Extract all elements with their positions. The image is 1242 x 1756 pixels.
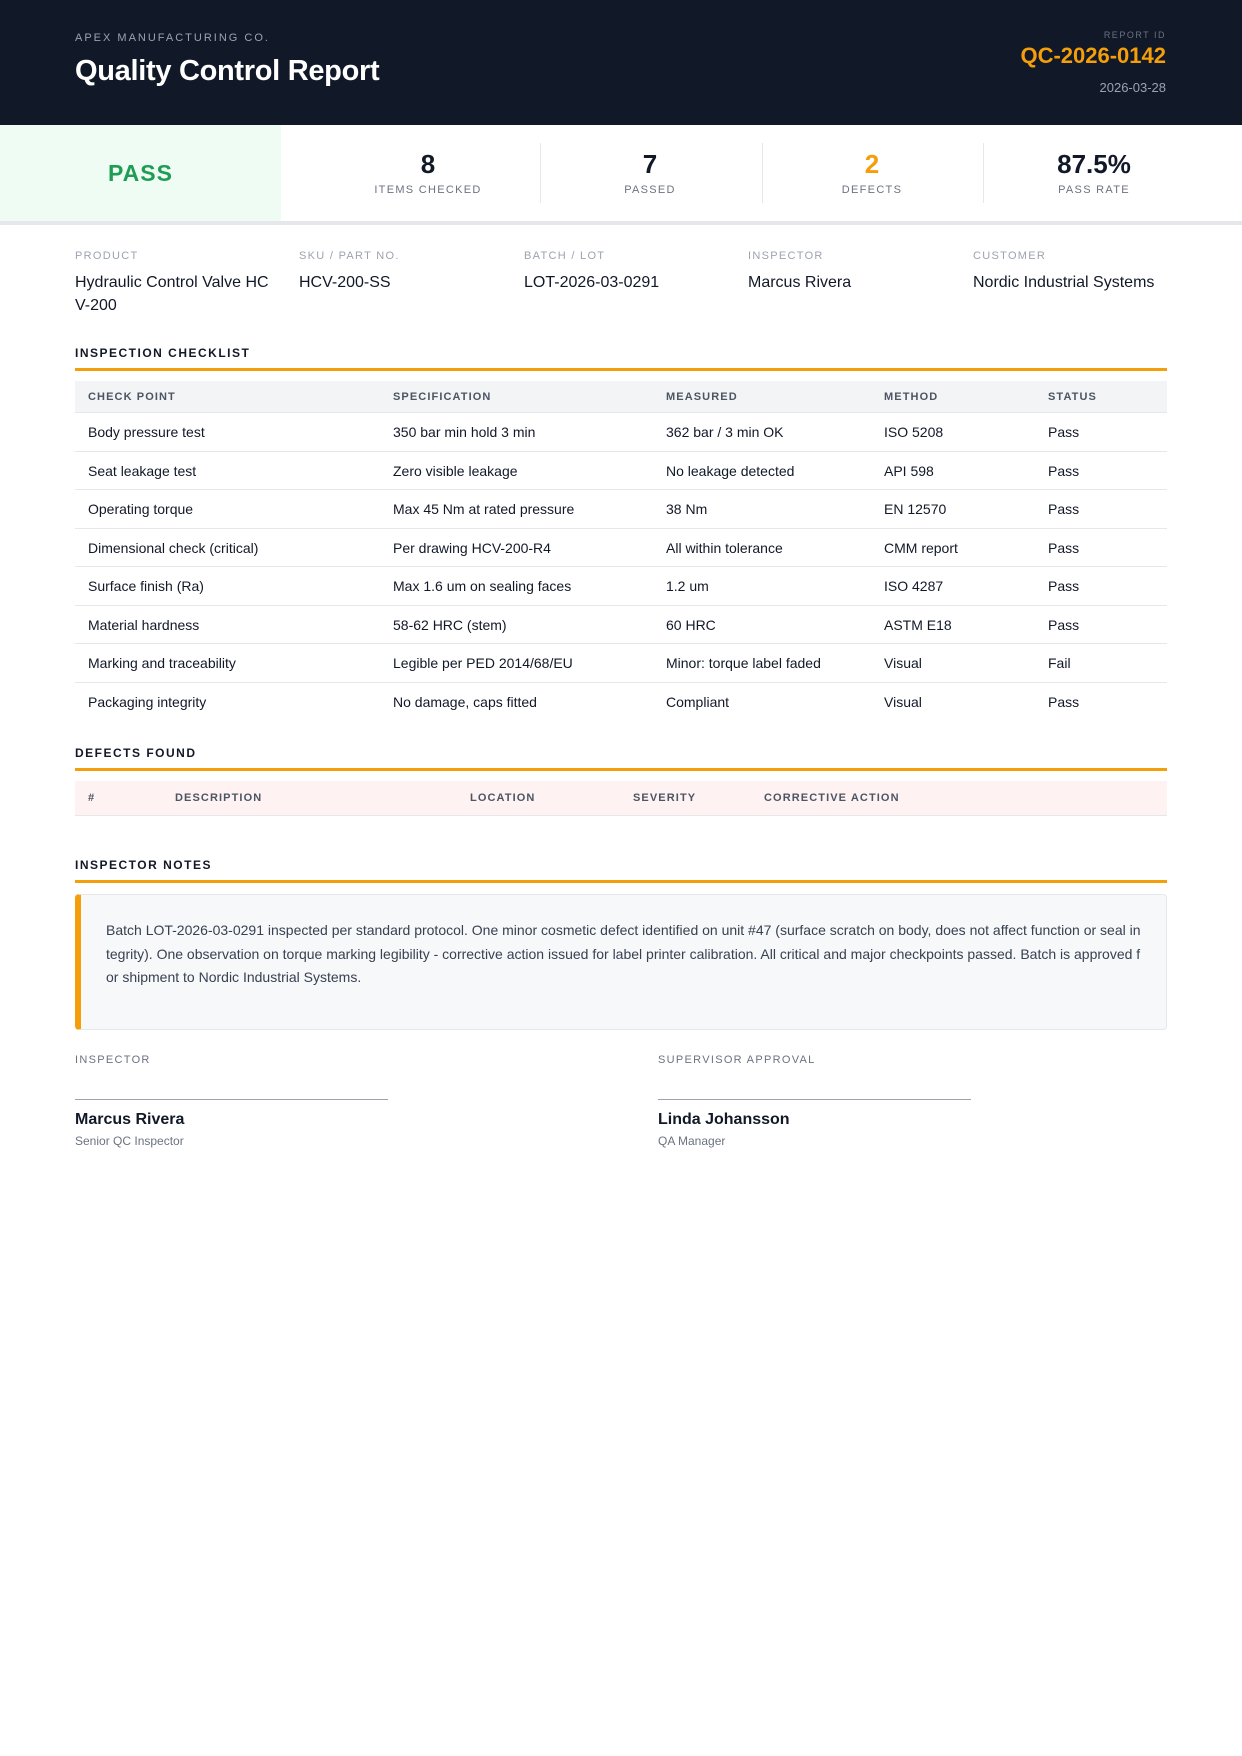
table-cell: 1.2 um [666, 578, 709, 594]
stat-passed [540, 143, 760, 203]
stat-value: 2 [864, 149, 880, 179]
table-cell: Body pressure test [88, 424, 205, 440]
table-cell: All within tolerance [666, 539, 783, 556]
signature-name: Linda Johansson [658, 1111, 790, 1128]
table-row [75, 452, 1167, 491]
table-cell: Dimensional check (critical) [88, 539, 259, 556]
verdict-text: PASS [108, 159, 173, 186]
section-accent-bar [75, 880, 1167, 883]
stat-value: 7 [642, 149, 658, 179]
table-cell: 350 bar min hold 3 min [393, 424, 536, 440]
table-cell: Packaging integrity [88, 693, 207, 710]
table-cell: 362 bar / 3 min OK [666, 424, 784, 440]
notes-text: Batch LOT-2026-03-0291 inspected per standard protocol. One minor cosmetic defect identified on unit #47 (surface scratch on body, does not affect function or seal integrity). One observation on torque marking legibility - corrective action issued for label printer calibration. All critical and major checkpoints passed. Batch is approved for shipment to Nordic Industrial Systems. [106, 922, 1141, 985]
info-label: CUSTOMER [973, 250, 1047, 262]
status-cell: Pass [1048, 501, 1080, 517]
status-cell: Pass [1048, 616, 1080, 633]
table-row [75, 644, 1167, 683]
section-accent-bar [75, 368, 1167, 371]
signature-label: SUPERVISOR APPROVAL [658, 1054, 816, 1066]
section-title: DEFECTS FOUND [75, 746, 197, 760]
signature-label: INSPECTOR [75, 1054, 151, 1066]
table-cell: Max 45 Nm at rated pressure [393, 501, 575, 517]
info-label: SKU / PART NO. [299, 250, 400, 262]
summary-band [0, 125, 1242, 222]
table-cell: Marking and traceability [88, 655, 236, 671]
signature-name: Marcus Rivera [75, 1111, 185, 1128]
signature-line [75, 1099, 388, 1100]
info-product [75, 250, 275, 317]
section-notes [75, 858, 1167, 883]
table-cell: Seat leakage test [88, 462, 197, 479]
column-header: DESCRIPTION [175, 792, 263, 804]
table-cell: ASTM E18 [884, 616, 952, 633]
signature-role: Senior QC Inspector [75, 1134, 184, 1148]
info-value: Hydraulic Control Valve HCV-200 [75, 274, 269, 314]
table-cell: Zero visible leakage [393, 462, 518, 479]
column-header: STATUS [1048, 391, 1097, 403]
notes-box [75, 894, 1167, 1030]
table-cell: Visual [884, 655, 922, 671]
table-cell: Compliant [666, 693, 730, 710]
table-cell: EN 12570 [884, 501, 947, 517]
section-checklist [75, 346, 1167, 371]
signature-supervisor [658, 1054, 978, 1148]
stat-pass-rate [984, 143, 1204, 203]
stat-label: PASSED [624, 184, 676, 196]
column-header: CHECK POINT [88, 391, 176, 403]
report-header [0, 0, 1242, 125]
status-cell: Pass [1048, 578, 1080, 594]
table-row [75, 529, 1167, 568]
status-cell: Pass [1048, 693, 1080, 710]
stat-items-checked [318, 143, 538, 203]
table-cell: 60 HRC [666, 616, 716, 633]
info-label: PRODUCT [75, 250, 139, 262]
info-sku [299, 250, 499, 294]
summary-divider [0, 221, 1242, 225]
table-cell: Operating torque [88, 501, 194, 517]
section-accent-bar [75, 768, 1167, 771]
info-value: HCV-200-SS [299, 274, 391, 291]
table-cell: Surface finish (Ra) [88, 578, 204, 594]
table-cell: API 598 [884, 462, 934, 479]
table-row [75, 606, 1167, 645]
table-row [75, 490, 1167, 529]
info-value: LOT-2026-03-0291 [524, 274, 660, 291]
report-date: 2026-03-28 [1099, 80, 1166, 95]
status-cell: Pass [1048, 424, 1080, 440]
checklist-table [75, 381, 1167, 721]
table-cell: ISO 4287 [884, 578, 944, 594]
info-inspector [748, 250, 948, 294]
table-row [75, 683, 1167, 722]
verdict-badge [0, 125, 281, 221]
info-batch [524, 250, 724, 294]
signature-role: QA Manager [658, 1134, 726, 1148]
info-value: Marcus Rivera [748, 274, 852, 291]
table-cell: CMM report [884, 539, 958, 556]
info-label: BATCH / LOT [524, 250, 606, 262]
stat-defects [762, 143, 982, 203]
table-header [75, 781, 1167, 816]
table-row [75, 567, 1167, 606]
report-id: QC-2026-0142 [1020, 43, 1166, 68]
table-cell: Per drawing HCV-200-R4 [393, 539, 551, 556]
section-defects [75, 746, 1167, 771]
info-value: Nordic Industrial Systems [973, 274, 1155, 291]
stat-label: PASS RATE [1058, 184, 1130, 196]
report-id-label: REPORT ID [1103, 30, 1166, 40]
table-cell: 38 Nm [666, 501, 708, 517]
table-row [75, 413, 1167, 452]
column-header: LOCATION [470, 792, 536, 804]
column-header: SPECIFICATION [393, 391, 492, 403]
stat-label: DEFECTS [841, 184, 903, 196]
table-cell: No damage, caps fitted [393, 693, 537, 710]
info-label: INSPECTOR [748, 250, 824, 262]
section-title: INSPECTION CHECKLIST [75, 346, 251, 360]
info-customer [973, 250, 1173, 294]
stat-label: ITEMS CHECKED [374, 184, 482, 196]
defects-table [75, 781, 1167, 816]
table-cell: 58-62 HRC (stem) [393, 616, 507, 633]
table-header [75, 381, 1167, 413]
status-cell: Pass [1048, 539, 1080, 556]
status-cell: Fail [1048, 655, 1071, 671]
stat-value: 87.5% [1057, 149, 1131, 179]
signature-line [658, 1099, 971, 1100]
table-cell: Minor: torque label faded [666, 655, 821, 671]
section-title: INSPECTOR NOTES [75, 858, 212, 872]
table-cell: Material hardness [88, 616, 200, 633]
page-title: Quality Control Report [75, 55, 380, 87]
table-cell: No leakage detected [666, 462, 795, 479]
column-header: SEVERITY [633, 792, 697, 804]
column-header: METHOD [884, 391, 939, 403]
table-cell: ISO 5208 [884, 424, 944, 440]
table-cell: Max 1.6 um on sealing faces [393, 578, 572, 594]
column-header: MEASURED [666, 391, 738, 403]
table-cell: Visual [884, 693, 922, 710]
column-header: # [88, 792, 96, 804]
column-header: CORRECTIVE ACTION [764, 792, 900, 804]
signature-inspector [75, 1054, 395, 1148]
table-cell: Legible per PED 2014/68/EU [393, 655, 573, 671]
stat-value: 8 [420, 149, 436, 179]
status-cell: Pass [1048, 462, 1080, 479]
company-name: APEX MANUFACTURING CO. [75, 32, 270, 44]
